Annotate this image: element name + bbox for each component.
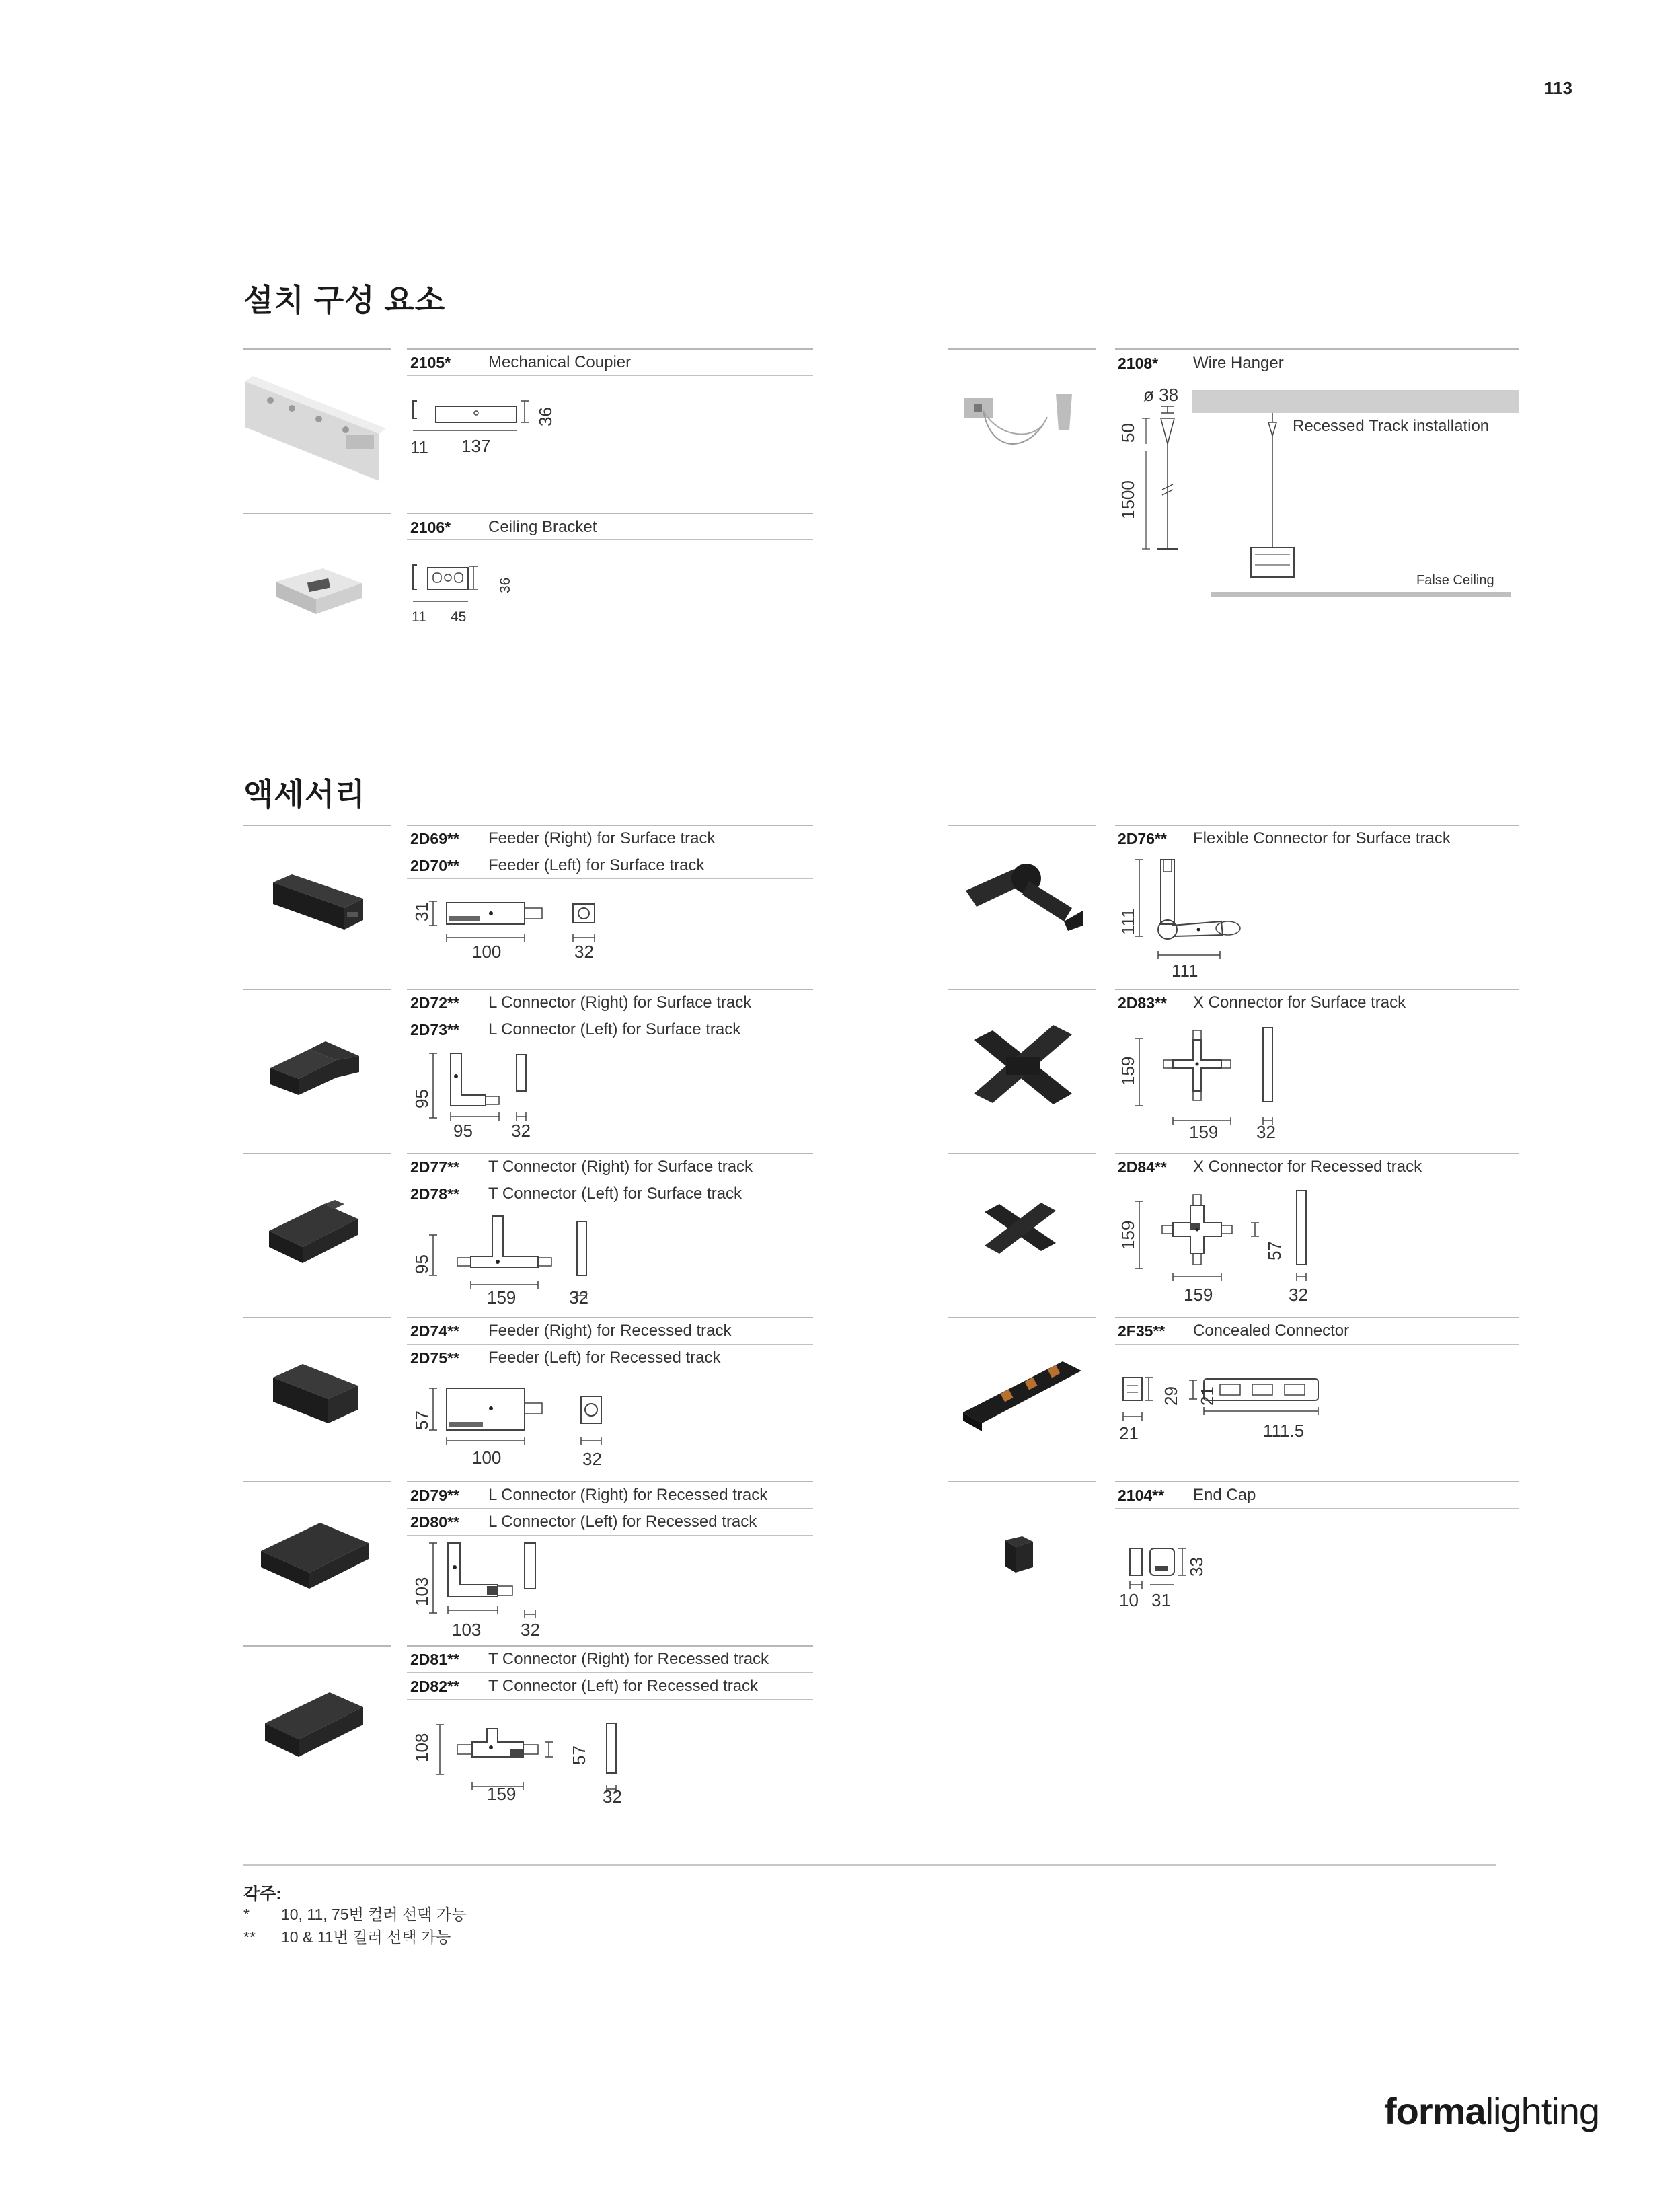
row-rule	[1115, 989, 1519, 990]
row-rule	[948, 1317, 1096, 1318]
dimension-label: 32	[1256, 1122, 1276, 1142]
dimension-label: 100	[472, 942, 502, 962]
product-code: 2D80**	[410, 1513, 459, 1531]
dimension-label: 29	[1161, 1386, 1181, 1406]
row-rule	[407, 1699, 813, 1700]
product-code: 2D83**	[1118, 994, 1167, 1012]
note-mark: **	[243, 1928, 256, 1946]
row-rule	[243, 1481, 391, 1482]
x-connector-surface-drawing	[1123, 1021, 1285, 1135]
product-label: L Connector (Right) for Surface track	[488, 993, 752, 1012]
note-text: 10 & 11번 컬러 선택 가능	[281, 1928, 451, 1946]
dimension-label: 137	[461, 436, 491, 456]
dimension-label: 159	[487, 1287, 517, 1308]
note-item	[243, 1925, 451, 1947]
wire-hanger-drawing	[1137, 404, 1184, 558]
note-mark: *	[243, 1906, 250, 1923]
product-code: 2105*	[410, 354, 451, 371]
row-rule	[948, 348, 1096, 350]
dimension-label: 111	[1172, 960, 1198, 981]
dimension-label: 111	[1118, 908, 1138, 935]
dimension-label: 32	[521, 1620, 540, 1640]
dimension-label: 111.5	[1263, 1421, 1305, 1441]
row-rule	[407, 989, 813, 990]
dimension-label: 32	[603, 1786, 622, 1807]
product-label: X Connector for Surface track	[1193, 993, 1406, 1012]
product-code: 2D70**	[410, 857, 459, 874]
product-code: 2D73**	[410, 1021, 459, 1039]
product-code: 2D81**	[410, 1651, 459, 1668]
dimension-label: 159	[1184, 1285, 1213, 1305]
feeder-recessed-drawing	[417, 1383, 619, 1450]
note-false-ceiling: False Ceiling	[1416, 573, 1494, 588]
row-rule	[948, 1481, 1096, 1482]
l-connector-surface-photo	[269, 1036, 360, 1096]
dimension-label: 159	[1118, 1056, 1138, 1086]
dimension-label: 159	[1189, 1122, 1219, 1142]
section-title-accessories: 액세서리	[243, 777, 366, 812]
l-connector-surface-drawing	[417, 1049, 538, 1130]
mechanical-coupler-drawing	[410, 398, 545, 439]
dimension-label: 11	[410, 437, 428, 457]
row-rule	[1115, 1344, 1519, 1345]
dimension-label: 32	[574, 942, 594, 962]
dimension-label: 32	[569, 1287, 588, 1308]
dimension-label: ø 38	[1143, 385, 1179, 405]
dimension-label: 32	[582, 1449, 602, 1469]
row-rule	[1115, 1317, 1519, 1318]
l-connector-recessed-drawing	[417, 1538, 551, 1625]
product-label: Concealed Connector	[1193, 1322, 1350, 1340]
notes-divider	[243, 1864, 1496, 1866]
row-rule	[407, 1344, 813, 1345]
product-code: 2D84**	[1118, 1158, 1167, 1176]
product-label: Mechanical Coupier	[488, 353, 632, 371]
dimension-label: 36	[535, 407, 556, 426]
dimension-label: 95	[412, 1089, 432, 1108]
l-connector-recessed-photo	[260, 1516, 370, 1590]
dimension-label: 21	[1197, 1386, 1217, 1406]
row-rule	[407, 825, 813, 826]
flexible-connector-drawing	[1123, 854, 1258, 969]
row-rule	[407, 1317, 813, 1318]
t-connector-recessed-drawing	[417, 1719, 632, 1813]
ceiling-bracket-photo	[276, 568, 363, 615]
row-rule	[1115, 825, 1519, 826]
product-code: 2D74**	[410, 1322, 459, 1340]
row-rule	[407, 513, 813, 514]
concealed-connector-drawing	[1120, 1372, 1349, 1433]
product-label: End Cap	[1193, 1486, 1256, 1504]
brand-logo	[1384, 2089, 1599, 2133]
product-label: X Connector for Recessed track	[1193, 1158, 1422, 1176]
dimension-label: 57	[1264, 1241, 1285, 1260]
feeder-surface-photo	[272, 873, 366, 931]
dimension-label: 95	[453, 1121, 473, 1141]
product-label: Feeder (Left) for Recessed track	[488, 1349, 721, 1367]
row-rule	[407, 539, 813, 540]
t-connector-recessed-photo	[264, 1687, 365, 1761]
dimension-label: 95	[412, 1254, 432, 1274]
dimension-label: 31	[1151, 1590, 1171, 1610]
row-rule	[407, 1535, 813, 1536]
x-connector-recessed-photo	[983, 1199, 1057, 1256]
product-code: 2D72**	[410, 994, 459, 1012]
brand-bold: forma	[1384, 2090, 1486, 2132]
row-rule	[407, 1508, 813, 1509]
product-label: L Connector (Left) for Recessed track	[488, 1513, 757, 1531]
product-label: T Connector (Left) for Recessed track	[488, 1677, 759, 1695]
ceiling-bracket-drawing	[410, 562, 504, 609]
dimension-label: 33	[1186, 1557, 1207, 1577]
row-rule	[407, 348, 813, 350]
end-cap-photo	[1002, 1535, 1036, 1575]
concealed-connector-photo	[962, 1352, 1083, 1433]
dimension-label: 45	[451, 609, 467, 625]
dimension-label: 108	[412, 1733, 432, 1762]
row-rule	[407, 1672, 813, 1673]
product-label: T Connector (Left) for Surface track	[488, 1184, 742, 1203]
dimension-label: 10	[1119, 1590, 1139, 1610]
dimension-label: 57	[412, 1410, 432, 1430]
dimension-label: 32	[1289, 1285, 1308, 1305]
product-code: 2D78**	[410, 1185, 459, 1203]
row-rule	[407, 1153, 813, 1154]
product-code: 2D76**	[1118, 830, 1167, 847]
row-rule	[243, 1645, 391, 1647]
note-recessed-installation: Recessed Track installation	[1293, 417, 1490, 435]
dimension-label: 159	[487, 1784, 517, 1804]
wire-hanger-photo	[963, 390, 1084, 457]
dimension-label: 21	[1119, 1423, 1139, 1443]
row-rule	[407, 1481, 813, 1482]
dimension-label: 103	[452, 1620, 482, 1640]
row-rule	[948, 989, 1096, 990]
section-title-installation: 설치 구성 요소	[243, 282, 446, 317]
dimension-label: 31	[412, 902, 432, 921]
dimension-label: 103	[412, 1577, 432, 1606]
feeder-recessed-photo	[272, 1363, 359, 1427]
row-rule	[1115, 1508, 1519, 1509]
product-label: Ceiling Bracket	[488, 518, 597, 536]
row-rule	[407, 375, 813, 376]
dimension-label: 159	[1118, 1220, 1138, 1250]
dimension-label: 100	[472, 1447, 502, 1468]
row-rule	[243, 348, 391, 350]
product-code: 2D69**	[410, 830, 459, 847]
product-code: 2D82**	[410, 1677, 459, 1695]
row-rule	[243, 1153, 391, 1154]
product-label: L Connector (Right) for Recessed track	[488, 1486, 768, 1504]
product-code: 2D75**	[410, 1349, 459, 1367]
x-connector-recessed-drawing	[1123, 1184, 1311, 1291]
product-code: 2104**	[1118, 1486, 1165, 1504]
dimension-label: 1500	[1118, 480, 1138, 519]
brand-light: lighting	[1485, 2090, 1600, 2132]
dimension-label: 32	[511, 1121, 531, 1141]
row-rule	[243, 989, 391, 990]
product-label: T Connector (Right) for Surface track	[488, 1158, 753, 1176]
feeder-surface-drawing	[417, 888, 612, 942]
notes-title: 각주:	[243, 1885, 282, 1903]
product-label: T Connector (Right) for Recessed track	[488, 1650, 769, 1668]
page-number: 113	[1544, 78, 1572, 98]
product-label: Wire Hanger	[1193, 354, 1284, 372]
product-code: 2D79**	[410, 1486, 459, 1504]
product-label: Flexible Connector for Surface track	[1193, 829, 1451, 847]
row-rule	[243, 513, 391, 514]
product-code: 2108*	[1118, 354, 1159, 372]
dimension-label: 50	[1118, 423, 1138, 443]
row-rule	[1115, 348, 1519, 350]
x-connector-surface-photo	[972, 1020, 1073, 1114]
product-code: 2D77**	[410, 1158, 459, 1176]
row-rule	[948, 1153, 1096, 1154]
row-rule	[1115, 1481, 1519, 1482]
t-connector-surface-photo	[268, 1199, 359, 1266]
row-rule	[1115, 1153, 1519, 1154]
product-label: Feeder (Right) for Surface track	[488, 829, 716, 847]
product-label: Feeder (Left) for Surface track	[488, 856, 705, 874]
row-rule	[948, 825, 1096, 826]
row-rule	[243, 825, 391, 826]
row-rule	[407, 1645, 813, 1647]
flexible-connector-photo	[964, 854, 1085, 935]
row-rule	[243, 1317, 391, 1318]
dimension-label: 11	[412, 609, 426, 625]
product-code: 2106*	[410, 519, 451, 536]
note-item	[243, 1902, 466, 1924]
note-text: 10, 11, 75번 컬러 선택 가능	[281, 1906, 467, 1923]
dimension-label: 36	[498, 577, 513, 593]
row-rule	[407, 878, 813, 879]
product-label: Feeder (Right) for Recessed track	[488, 1322, 732, 1340]
dimension-label: 57	[569, 1745, 589, 1765]
product-code: 2F35**	[1118, 1322, 1166, 1340]
mechanical-coupler-photo	[245, 373, 386, 488]
product-label: L Connector (Left) for Surface track	[488, 1020, 741, 1039]
